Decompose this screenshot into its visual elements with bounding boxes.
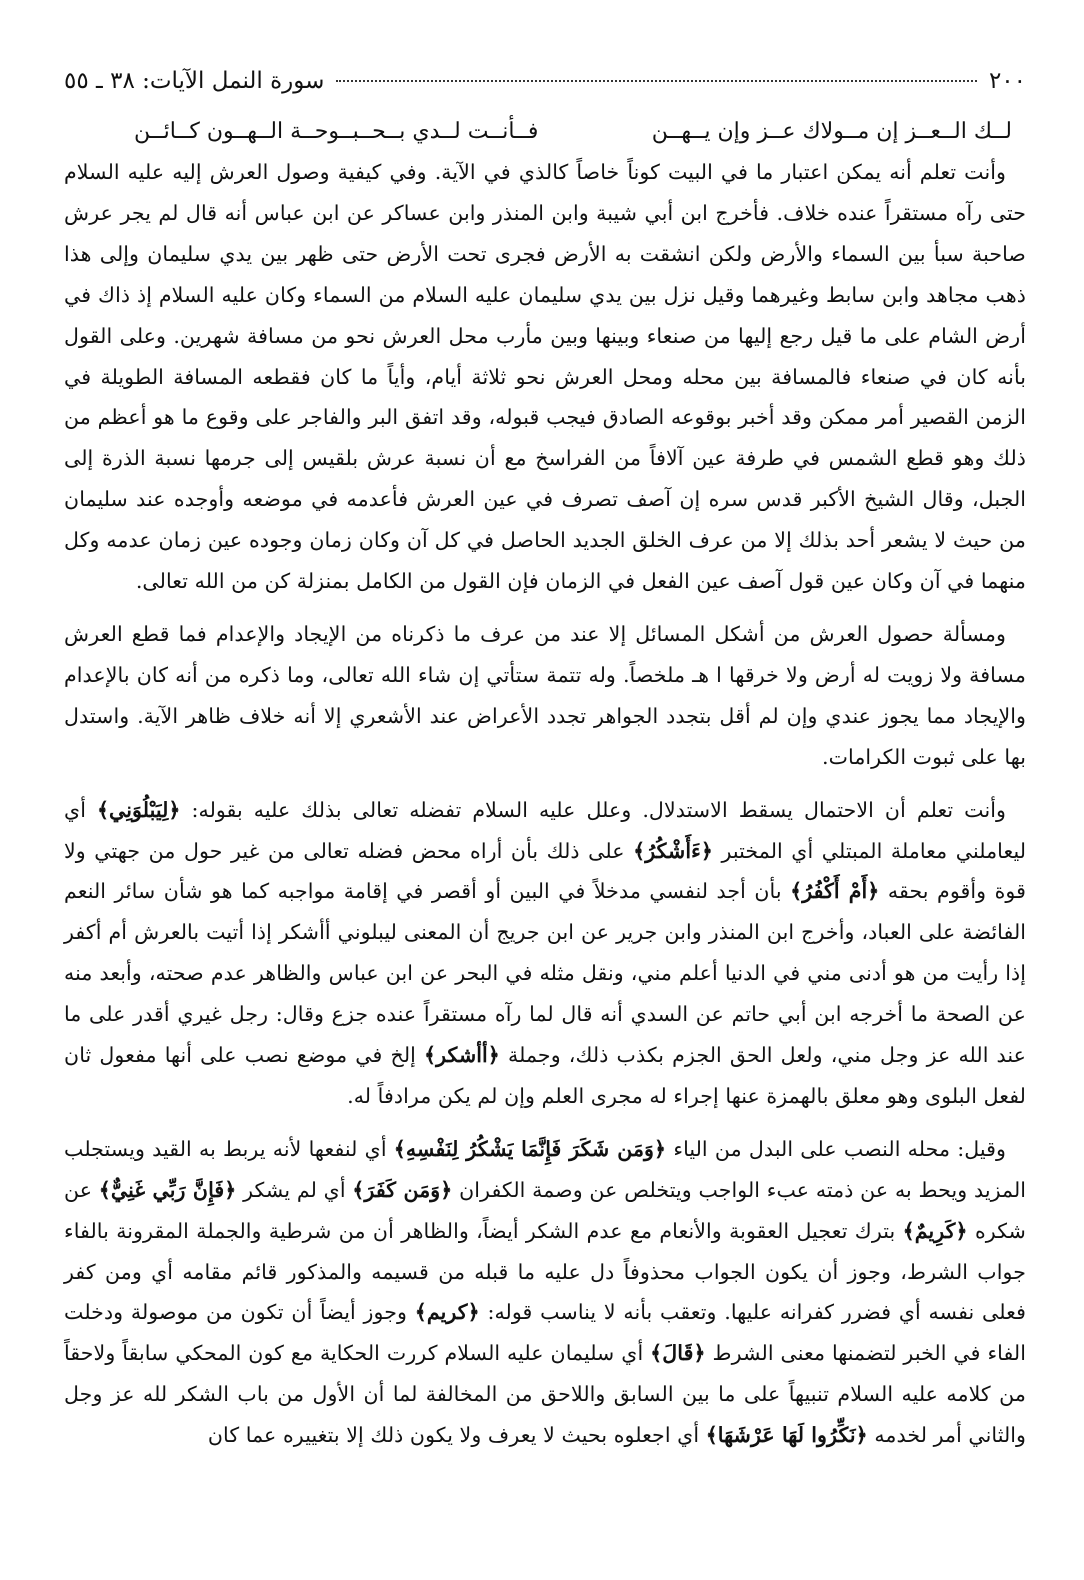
text-run: وقيل: محله النصب على البدل من الياء [666,1136,1006,1161]
text-run: أي ليعاملني معاملة المبتلي أي المختبر [64,797,1026,863]
text-run: أي اجعلوه بحيث لا يعرف ولا يكون ذلك إلا بتغييره عما كان [207,1423,706,1448]
quran-quote: ﴿وَمَن كَفَرَ﴾ [352,1177,453,1202]
running-header [64,66,1026,96]
paragraph-2: ومسألة حصول العرش من أشكل المسائل إلا عند من عرف ما ذكرناه من الإيجاد والإعدام فما قطع العرش مسافة ولا زويت له أرض ولا خرقها ا هـ ملخصاً. وله تتمة ستأتي إن شاء الله تعالى، وما ذكره من أنه كان بالإعدام والإيجاد مما يجوز عندي وإن لم أقل بتجدد الجواهر تجدد الأعراض عند الأشعري إلا أنه خلاف ظاهر الآية. واستدل بها على ثبوت الكرامات. [64,621,1026,769]
quran-quote: ﴿كريم﴾ [414,1300,480,1325]
text-run: أي لم يشكر [236,1177,353,1202]
text-run: وجوز أيضاً أن تكون من موصولة ودخلت الفاء في الخبر لتضمنها معنى الشرط [64,1300,1026,1366]
quran-quote: ﴿كَرِيمٌ﴾ [902,1218,968,1243]
text-run: إلخ في موضع نصب على أنها مفعول ثان لفعل البلوى وهو معلق بالهمزة عنها إجراء له مجرى العلم وإن لم يكن مرادفاً له. [64,1043,1026,1108]
text-run: وأنت تعلم أن الاحتمال يسقط الاستدلال. وعلل عليه السلام تفضله تعالى بذلك عليه بقوله: [180,797,1006,822]
verse-second-hemistich: فــأنــت لــدي بــحــبــوحــة الــهــون كــائــن [134,119,539,144]
poetry-verse [64,112,1026,152]
text-run: أي سليمان عليه السلام كررت الحكاية مع كون المحكي سابقاً ولاحقاً من كلامه عليه السلام تنبيهاً على ما بين السابق واللاحق من المخالفة لما أن الأول من باب الشكر لله عز وجل والثاني أمر لخدمه [64,1341,1026,1448]
quran-quote: ﴿فَإِنَّ رَبِّي غَنِيٌّ﴾ [98,1177,237,1202]
paragraph-4 [64,1129,1026,1456]
quran-quote: ﴿نَكِّرُوا لَهَا عَرْشَهَا﴾ [705,1423,868,1448]
text-run: أي لنفعها لأنه يربط به القيد ويستجلب المزيد ويحط به عن ذمته عبء الواجب ويتخلص عن وصمة الكفران [64,1136,1026,1202]
quran-quote: ﴿لِيَبْلُوَنِي﴾ [96,797,181,822]
quran-quote: ﴿قَالَ﴾ [650,1341,706,1366]
paragraph-3 [64,790,1026,1117]
quran-quote: ﴿أأشكر﴾ [424,1043,500,1068]
paragraph-1: وأنت تعلم أنه يمكن اعتبار ما في البيت كوناً خاصاً كالذي في الآية. وفي كيفية وصول العرش إليه عليه السلام حتى رآه مستقراً عنده خلاف. فأخرج ابن أبي شيبة وابن المنذر وابن عساكر عن ابن عباس أنه قال لم يجر عرش صاحبة سبأ بين السماء والأرض ولكن انشقت به الأرض فجرى تحت الأرض حتى ظهر بين يدي سليمان وإلى هذا ذهب مجاهد وابن سابط وغيرهما وقيل نزل بين يدي سليمان عليه السلام من السماء وكان عليه السلام إذ ذاك في أرض الشام على ما قيل رجع إليها من صنعاء وبينها وبين مأرب محل العرش نحو من مسافة شهرين. وعلى القول بأنه كان في صنعاء فالمسافة بين محله ومحل العرش نحو ثلاثة أيام، وأياً ما كان فقطعه المسافة الطويلة في الزمن القصير أمر ممكن وقد أخبر بوقوعه الصادق فيجب قبوله، وقد اتفق البر والفاجر على وقوع ما هو أعظم من ذلك وهو قطع الشمس في طرفة عين آلافاً من الفراسخ مع أن نسبة عرش بلقيس إلى جرمها نسبة الذرة إلى الجبل، وقال الشيخ الأكبر قدس سره إن آصف تصرف في عين العرش فأعدمه في موضعه وأوجده عند سليمان من حيث لا يشعر أحد بذلك إلا من عرف الخلق الجديد الحاصل في كل آن وكان زمان وجوده عين زمان عدمه وكل منهما في آن وكان عين قول آصف عين الفعل في الزمان فإن القول من الكامل بمنزلة كن من الله تعالى. [64,160,1026,594]
header-dotted-leader [336,80,977,82]
page-number: ٢٠٠ [988,68,1026,94]
text-run: بترك تعجيل العقوبة والأنعام مع عدم الشكر أيضاً، والظاهر أن من شرطية والجملة المقرونة بالفاء جواب الشرط، وجوز أن يكون الجواب محذوفاً دل عليه ما قبله من قسيمه والمذكور قائم مقامه أي ومن كفر فعلى نفسه أي فضرر كفرانه عليها. وتعقب بأنه لا يناسب قوله: [64,1218,1026,1325]
quran-quote: ﴿وَمَن شَكَرَ فَإِنَّمَا يَشْكُرُ لِنَفْسِهِ﴾ [393,1136,667,1161]
verse-first-hemistich: لــك الــعــز إن مــولاك عــز وإن يــهــن [651,119,1012,144]
quran-quote: ﴿ءَأَشْكُرُ﴾ [633,838,713,863]
quran-quote: ﴿أَمْ أَكْفُرُ﴾ [790,879,880,904]
text-run: عن شكره [64,1177,1026,1243]
chapter-title: سورة النمل الآيات: ٣٨ ـ ٥٥ [64,68,325,94]
text-run: على ذلك بأن أراه محض فضله تعالى من غير حول من جهتي ولا قوة وأقوم بحقه [64,838,1026,904]
text-run: بأن أجد لنفسي مدخلاً في البين أو أقصر في إقامة مواجبه كما هو شأن سائر النعم الفائضة على العباد، وأخرج ابن المنذر وابن جرير عن ابن جريج أن المعنى ليبلوني أأشكر إذا أتيت بالعرش أم أكفر إذا رأيت من هو أدنى مني في الدنيا أعلم مني، ونقل مثله في البحر عن ابن عباس والظاهر عدم صحته، وأبعد منه عن الصحة ما أخرجه ابن أبي حاتم عن السدي أنه قال لما رآه مستقراً عنده جزع وقال: رجل غيري أقدر على ما عند الله عز وجل مني، ولعل الحق الجزم بكذب ذلك، وجملة [64,879,1026,1068]
